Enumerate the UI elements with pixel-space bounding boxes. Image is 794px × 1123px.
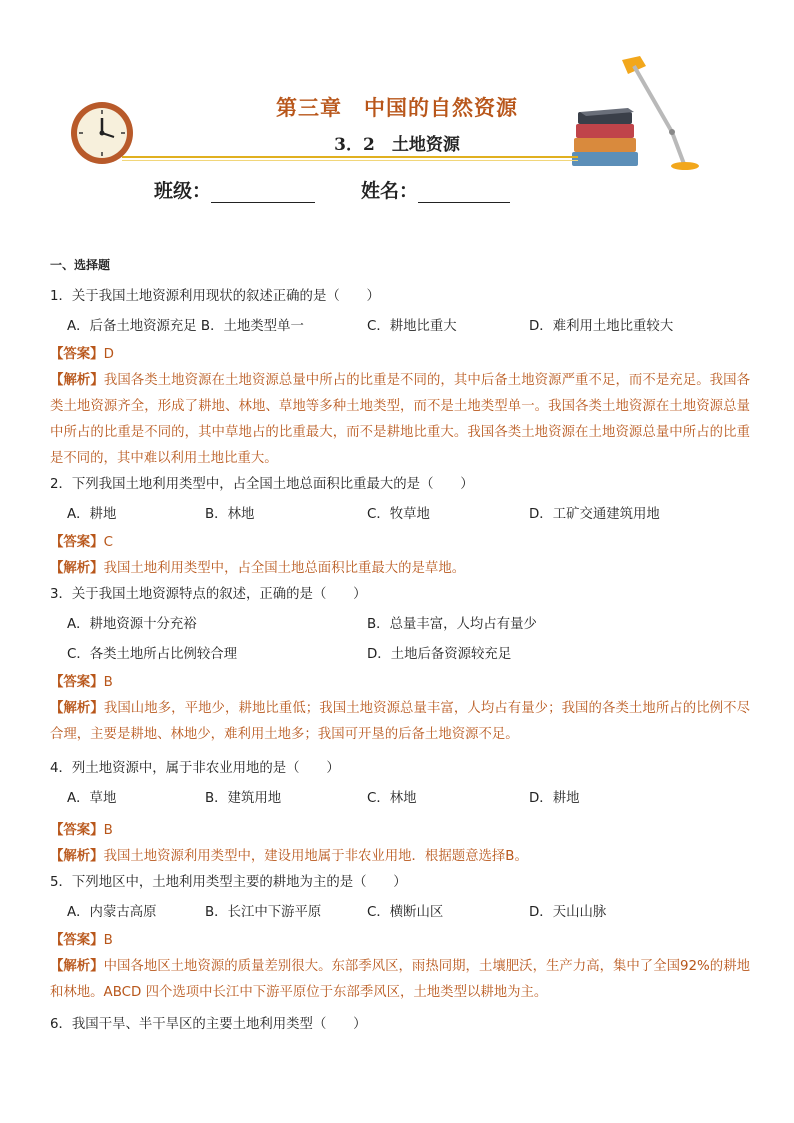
option-d: D．难利用土地比重较大 (529, 319, 674, 334)
option-c: C．林地 (367, 791, 417, 806)
option-a: A．耕地 (67, 507, 117, 522)
explanation: 【解析】我国各类土地资源在土地资源总量中所占的比重是不同的，其中后备土地资源严重不足，而不是充足。我国各类土地资源齐全，形成了耕地、林地、草地等多种土地类型，而不是土地类型单一。我国各类土地资源在土地资源总量中所占的比重是不同的，其中草地占的比重最大，而不是耕地比重大。我国各类土地资源在土地资源总量中所占的比重是不同的，其中难以利用土地比重大。 (50, 373, 751, 466)
option-c: C．牧草地 (367, 507, 430, 522)
question-item (50, 472, 750, 582)
option-b: B．建筑用地 (205, 791, 282, 806)
options (50, 786, 750, 812)
class-field (154, 176, 315, 203)
option-b: B．林地 (205, 507, 255, 522)
option-d: D．耕地 (529, 791, 580, 806)
question-item (50, 582, 750, 748)
explanation: 【解析】我国土地利用类型中，占全国土地总面积比重最大的是草地。 (50, 561, 466, 576)
explanation: 【解析】我国山地多，平地少，耕地比重低；我国土地资源总量丰富，人均占有量少；我国的各类土地所占的比例不尽合理，主要是耕地、林地少，难利用土地多；我国可开垦的后备土地资源不足。 (50, 701, 751, 742)
question-text: 3．关于我国土地资源特点的叙述，正确的是（ ） (50, 587, 367, 602)
options (50, 502, 750, 528)
question-item (50, 756, 750, 870)
question-text: 1．关于我国土地资源利用现状的叙述正确的是（ ） (50, 289, 380, 304)
class-label: 班级： (154, 180, 212, 202)
option-a: A．后备土地资源充足 B．土地类型单一 (67, 319, 304, 334)
section-heading: 一、选择题 (50, 258, 111, 272)
options (50, 900, 750, 926)
answer: 【答案】D (50, 347, 114, 362)
question-text: 5．下列地区中，土地利用类型主要的耕地为主的是（ ） (50, 875, 407, 890)
answer: 【答案】C (50, 535, 113, 550)
option-c: C．各类土地所占比例较合理 (67, 647, 238, 662)
name-label: 姓名： (361, 180, 419, 202)
question-item (50, 1012, 750, 1038)
page-header (0, 0, 794, 220)
question-list (50, 252, 750, 1038)
options (50, 314, 750, 340)
option-b: B．长江中下游平原 (205, 905, 322, 920)
answer: 【答案】B (50, 675, 113, 690)
option-b: B．总量丰富，人均占有量少 (367, 617, 537, 632)
options (50, 642, 750, 668)
option-a: A．草地 (67, 791, 117, 806)
option-a: A．耕地资源十分充裕 (67, 617, 197, 632)
section-subtitle: 3．2 土地资源 (334, 135, 460, 155)
option-d: D．土地后备资源较充足 (367, 647, 512, 662)
question-item (50, 870, 750, 1006)
option-d: D．天山山脉 (529, 905, 607, 920)
explanation: 【解析】中国各地区土地资源的质量差别很大。东部季风区，雨热同期，土壤肥沃，生产力高，集中了全国92%的耕地和林地。ABCD 四个选项中长江中下游平原位于东部季风区，土地类型以耕地为主。 (50, 959, 750, 1000)
answer: 【答案】B (50, 933, 113, 948)
name-field (361, 176, 510, 203)
question-text: 6．我国干旱、半干旱区的主要土地利用类型（ ） (50, 1017, 367, 1032)
name-blank[interactable] (418, 182, 510, 203)
class-blank[interactable] (211, 182, 315, 203)
option-c: C．横断山区 (367, 905, 444, 920)
options (50, 612, 750, 638)
explanation: 【解析】我国土地资源利用类型中，建设用地属于非农业用地．根据题意选择B。 (50, 849, 528, 864)
header-rule-thin (122, 160, 578, 161)
question-text: 2．下列我国土地利用类型中，占全国土地总面积比重最大的是（ ） (50, 477, 474, 492)
option-c: C．耕地比重大 (367, 319, 457, 334)
answer: 【答案】B (50, 823, 113, 838)
question-text: 4．列土地资源中，属于非农业用地的是（ ） (50, 761, 340, 776)
chapter-title: 第三章 中国的自然资源 (276, 95, 518, 120)
option-d: D．工矿交通建筑用地 (529, 507, 660, 522)
question-item (50, 284, 750, 472)
header-rule (122, 156, 578, 158)
option-a: A．内蒙古高原 (67, 905, 157, 920)
